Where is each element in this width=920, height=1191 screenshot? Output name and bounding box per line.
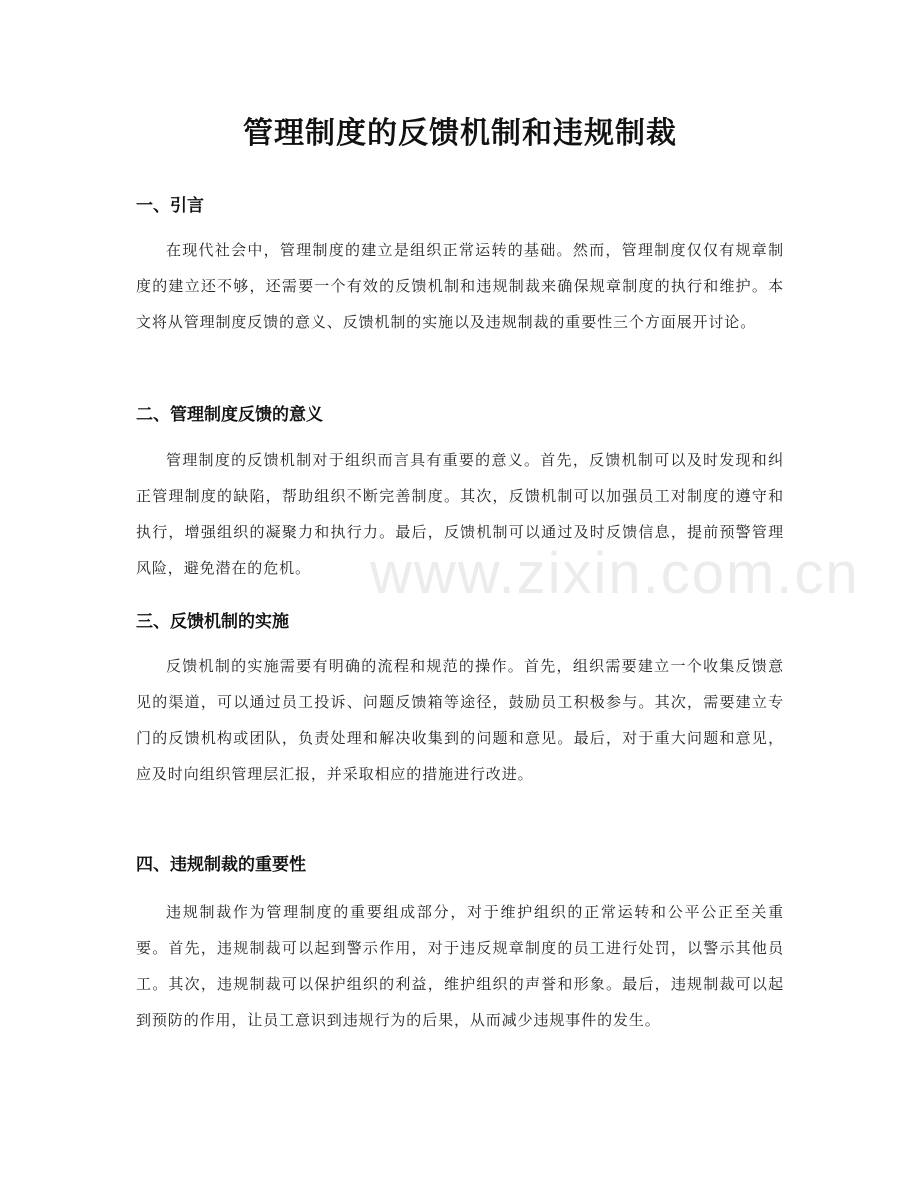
watermark-text: www.zixin.com.cn xyxy=(370,541,860,606)
section-heading-feedback-implementation: 三、反馈机制的实施 xyxy=(136,612,289,632)
section-heading-intro: 一、引言 xyxy=(136,196,204,216)
document-title: 管理制度的反馈机制和违规制裁 xyxy=(243,116,677,151)
section-paragraph-sanction-importance: 违规制裁作为管理制度的重要组成部分，对于维护组织的正常运转和公平公正至关重要。首先，违规制裁可以起到警示作用，对于违反规章制度的员工进行处罚，以警示其他员工。其次，违规制裁可以保护组织的利益，维护组织的声誉和形象。最后，违规制裁可以起到预防的作用，让员工意识到违规行为的后果，从而减少违规事件的发生。 xyxy=(136,903,784,1029)
section-heading-feedback-meaning: 二、管理制度反馈的意义 xyxy=(136,405,323,425)
section-heading-sanction-importance: 四、违规制裁的重要性 xyxy=(136,855,306,875)
section-paragraph-feedback-meaning: 管理制度的反馈机制对于组织而言具有重要的意义。首先，反馈机制可以及时发现和纠正管理制度的缺陷，帮助组织不断完善制度。其次，反馈机制可以加强员工对制度的遵守和执行，增强组织的凝聚力和执行力。最后，反馈机制可以通过及时反馈信息，提前预警管理风险，避免潜在的危机。 xyxy=(136,451,784,577)
section-paragraph-intro: 在现代社会中，管理制度的建立是组织正常运转的基础。然而，管理制度仅仅有规章制度的建立还不够，还需要一个有效的反馈机制和违规制裁来确保规章制度的执行和维护。本文将从管理制度反馈的意义、反馈机制的实施以及违规制裁的重要性三个方面展开讨论。 xyxy=(136,241,784,331)
section-paragraph-feedback-implementation: 反馈机制的实施需要有明确的流程和规范的操作。首先，组织需要建立一个收集反馈意见的渠道，可以通过员工投诉、问题反馈箱等途径，鼓励员工积极参与。其次，需要建立专门的反馈机构或团队，负责处理和解决收集到的问题和意见。最后，对于重大问题和意见，应及时向组织管理层汇报，并采取相应的措施进行改进。 xyxy=(136,657,784,783)
